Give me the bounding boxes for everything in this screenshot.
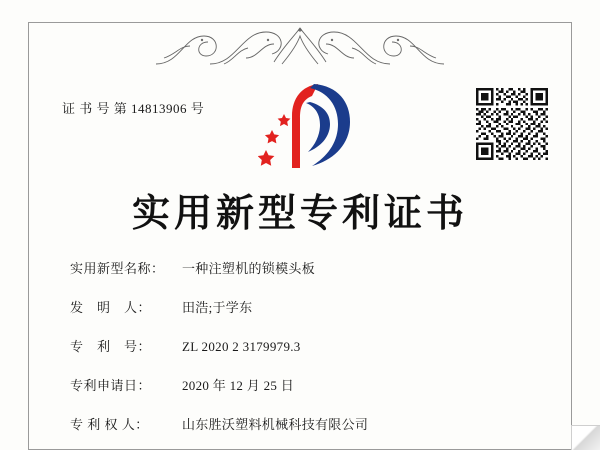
patent-emblem-icon (258, 82, 352, 170)
field-value: 2020 年 12 月 25 日 (182, 378, 295, 393)
qr-code (476, 88, 548, 160)
field-row-patentee (70, 414, 540, 433)
field-label: 专利申请日： (70, 378, 152, 393)
field-value: ZL 2020 2 3179979.3 (182, 339, 301, 354)
field-label: 发 明 人： (70, 300, 152, 315)
field-value: 山东胜沃塑料机械科技有限公司 (182, 417, 369, 432)
certificate-number: 证 书 号 第 14813906 号 (62, 101, 205, 116)
page-corner-fold (571, 425, 600, 450)
field-label: 专 利 权 人： (70, 417, 149, 432)
field-row-inventor (70, 297, 540, 316)
field-value: 田浩;于学东 (182, 300, 253, 315)
top-ornament (150, 24, 450, 68)
field-row-patent-number (70, 336, 540, 355)
page-title: 实用新型专利证书 (131, 190, 468, 235)
field-label: 实用新型名称： (70, 261, 165, 276)
patent-fields (70, 258, 540, 453)
field-row-application-date (70, 375, 540, 394)
field-row-utility-model-name (70, 258, 540, 277)
field-value: 一种注塑机的锁模头板 (182, 261, 316, 276)
field-label: 专 利 号： (70, 339, 152, 354)
